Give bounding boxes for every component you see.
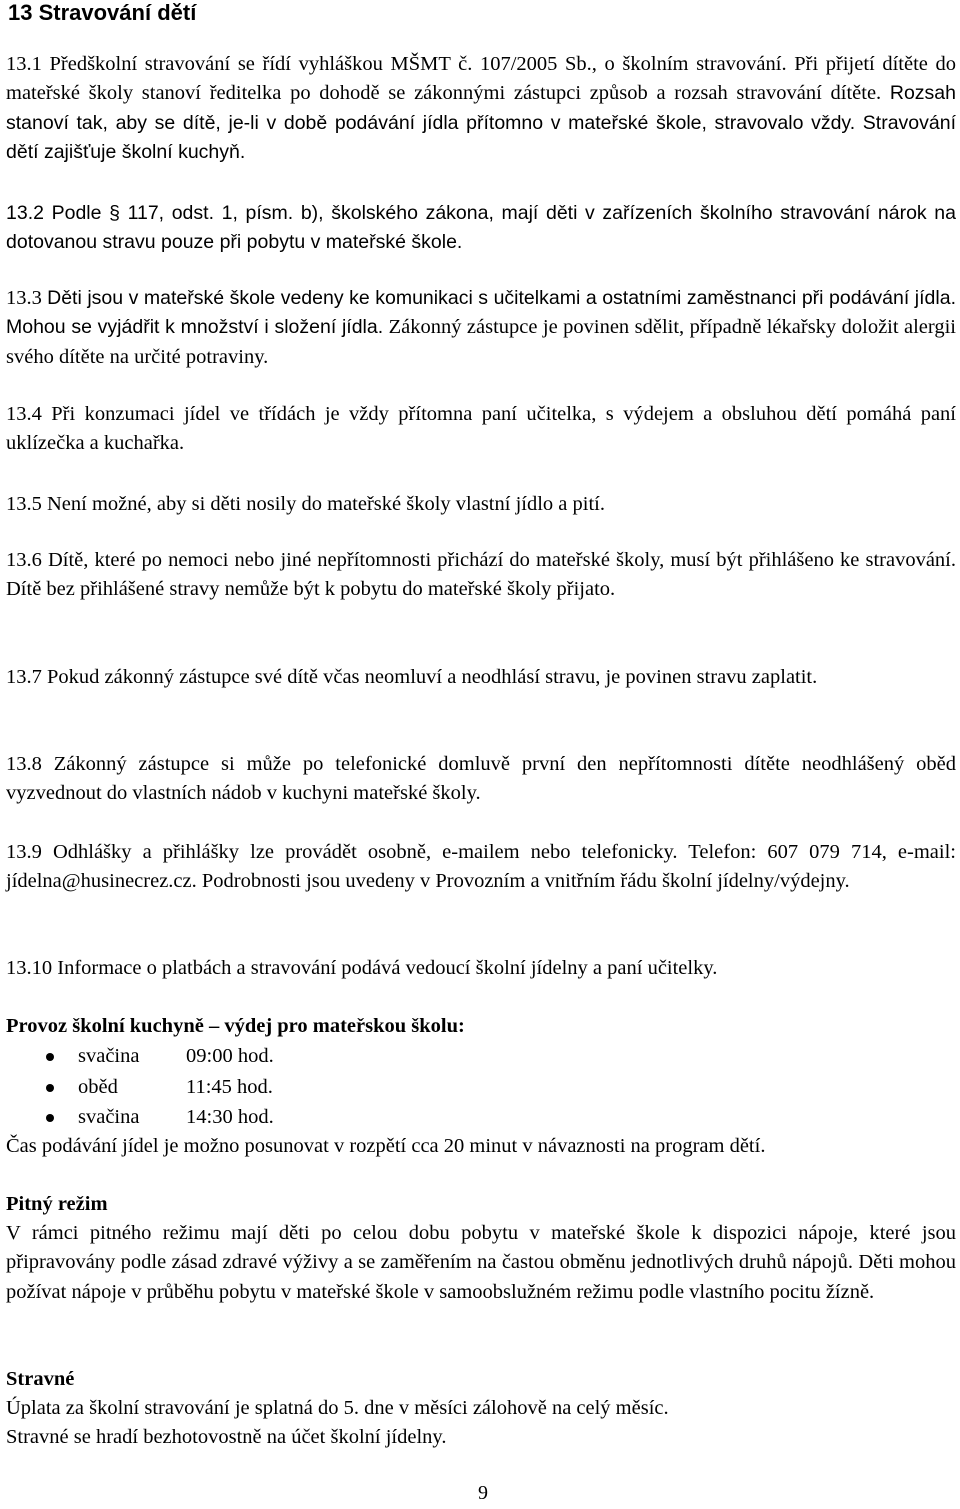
paragraph-13-1 xyxy=(6,50,956,167)
paragraph-13-3-sans: Děti jsou v mateřské škole vedeny ke komunikaci s učitelkami a ostatními zaměstnanci při podávání jídla. Mohou se vyjádřit k množství i složení jídla. xyxy=(6,287,956,339)
paragraph-13-10: 13.10 Informace o platbách a stravování podává vedoucí školní jídelny a paní učitelky. xyxy=(6,957,718,979)
meal-time: 09:00 hod. xyxy=(186,1045,274,1067)
stravne-heading: Stravné xyxy=(6,1368,75,1390)
meal-name: svačina xyxy=(78,1106,140,1128)
meal-name: svačina xyxy=(78,1045,140,1067)
paragraph-13-3-serif: Zákonný zástupce je povinen sdělit, případně lékařsky doložit alergii svého dítěte na určité potraviny. xyxy=(6,316,956,368)
meal-time: 14:30 hod. xyxy=(186,1106,274,1128)
paragraph-13-1-sans: Rozsah stanoví tak, aby se dítě, je-li v době podávání jídla přítomno v mateřské škole, stravovalo vždy. Stravování dětí zajišťuje školní kuchyň. xyxy=(6,82,956,163)
paragraph-13-1-line2: Při přijetí dítěte do mateřské školy stanoví ředitelka po dohodě se zákonnými zástupci způsob a rozsah stravování dítěte. xyxy=(6,53,957,105)
paragraph-13-3 xyxy=(6,284,956,372)
meal-name: oběd xyxy=(78,1075,118,1098)
serving-time-note: Čas podávání jídel je možno posunovat v rozpětí cca 20 minut v návaznosti na program dětí. xyxy=(6,1135,766,1157)
paragraph-13-7: 13.7 Pokud zákonný zástupce své dítě včas neomluví a neodhlásí stravu, je povinen stravu zaplatit. xyxy=(6,666,818,688)
meal-time: 11:45 hod. xyxy=(186,1075,273,1098)
paragraph-13-3-number: 13.3 xyxy=(6,287,48,309)
paragraph-13-8: 13.8 Zákonný zástupce si může po telefonické domluvě první den nepřítomnosti dítěte neodhlášený oběd vyzvednout do vlastních nádob v kuchyni mateřské školy. xyxy=(6,753,956,805)
paragraph-13-9: 13.9 Odhlášky a přihlášky lze provádět osobně, e-mailem nebo telefonicky. Telefon: 607 079 714, e-mail: jídelna@husinecrez.cz. Podrobnosti jsou uvedeny v Provozním a vnitřním řádu školní jídelny/výdejny. xyxy=(6,841,956,893)
provoz-heading: Provoz školní kuchyně – výdej pro mateřskou školu: xyxy=(6,1015,465,1037)
stravne-line1: Úplata za školní stravování je splatná do 5. dne v měsíci zálohově na celý měsíc. xyxy=(6,1397,669,1419)
page-number: 9 xyxy=(478,1482,488,1504)
bullet-icon xyxy=(46,1114,54,1122)
pitny-rezim-text: V rámci pitného režimu mají děti po celou dobu pobytu v mateřské škole k dispozici nápoje, které jsou připravovány podle zásad zdravé výživy a se zaměřením na častou obměnu jednotlivých druhů nápojů. Děti mohou požívat nápoje v průběhu pobytu v mateřské škole v samoobslužném režimu podle vlastního pocitu žízně. xyxy=(6,1222,956,1303)
bullet-icon xyxy=(46,1053,54,1061)
stravne-line2: Stravné se hradí bezhotovostně na účet školní jídelny. xyxy=(6,1426,447,1448)
paragraph-13-5: 13.5 Není možné, aby si děti nosily do mateřské školy vlastní jídlo a pití. xyxy=(6,493,605,515)
paragraph-13-1-line1: 13.1 Předškolní stravování se řídí vyhláškou MŠMT č. 107/2005 Sb., o školním stravování. xyxy=(6,53,787,75)
paragraph-13-4: 13.4 Při konzumaci jídel ve třídách je vždy přítomna paní učitelka, s výdejem a obsluhou dětí pomáhá paní uklízečka a kuchařka. xyxy=(6,403,956,455)
section-heading: 13 Stravování dětí xyxy=(8,0,197,25)
pitny-rezim-heading: Pitný režim xyxy=(6,1193,108,1215)
paragraph-13-2: 13.2 Podle § 117, odst. 1, písm. b), školského zákona, mají děti v zařízeních školního stravování nárok na dotovanou stravu pouze při pobytu v mateřské škole. xyxy=(6,202,956,254)
paragraph-13-6: 13.6 Dítě, které po nemoci nebo jiné nepřítomnosti přichází do mateřské školy, musí být přihlášeno ke stravování. Dítě bez přihlášené stravy nemůže být k pobytu do mateřské školy přijato. xyxy=(6,549,956,601)
bullet-icon xyxy=(46,1084,54,1092)
